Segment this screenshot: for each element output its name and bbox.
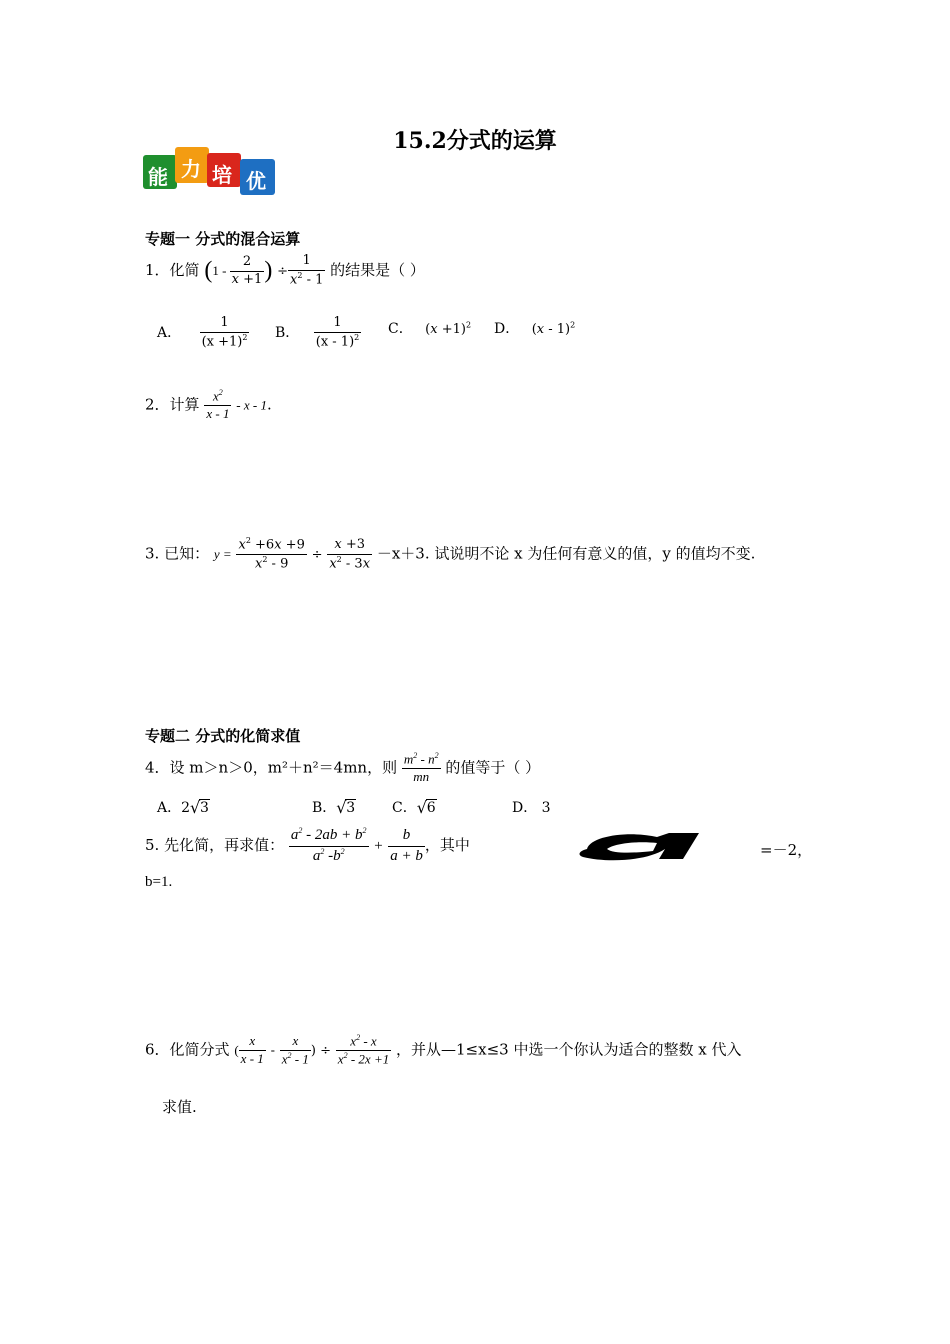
logo-char-1: 能 <box>148 165 168 189</box>
q1-option-c: C． $(x +1)^2$ <box>388 320 472 337</box>
q4-option-c: C．√ 6 <box>392 797 437 817</box>
q4-tail: 的值等于（ ） <box>445 758 541 777</box>
logo-char-2: 力 <box>181 157 201 181</box>
q5-number: 5. 先化简，再求值： <box>145 836 285 854</box>
q6-tail: ，并从—1≤x≤3 中选一个你认为适合的整数 x 代入 <box>396 1040 742 1059</box>
logo <box>143 147 277 197</box>
q1-option-d: D． (x - 1)$^2$ <box>494 320 576 337</box>
q3-number: 3. 已知： <box>145 544 210 563</box>
question-5: 5. 先化简，再求值： $\frac{a^2 - 2ab + b^2}{a^2 -b^2}$ + $\frac{b}{a + b}$ ，其中 <box>145 826 470 864</box>
logo-char-3: 培 <box>212 163 232 187</box>
question-1: 1．化简 (1 - $\frac{2}{x +1}$ ) ÷ $\frac{1}{x^2 - 1}$ 的结果是（ ） <box>145 253 425 288</box>
question-4: 4．设 m＞n＞0，m²＋n²＝4mn，则 $\frac{m^2 - n^2}{mn}$ 的值等于（ ） <box>145 751 541 785</box>
q5-b-value: b=1. <box>145 874 173 890</box>
q4-option-a: A．2√ 3 <box>157 797 210 817</box>
question-3: 3. 已知： y = $\frac{x^2 +6x +9}{x^2 - 9}$ ÷ $\frac{x +3}{x^2 - 3x}$ －x＋3. 试说明不论 x 为任何有意义的值，y 的值均不变. <box>145 536 756 572</box>
q1-tail: 的结果是（ ） <box>330 261 425 280</box>
q2-number: 2．计算 <box>145 395 200 414</box>
q3-tail: －x＋3. 试说明不论 x 为任何有意义的值，y 的值均不变. <box>376 544 756 563</box>
logo-char-4: 优 <box>246 169 266 193</box>
q1-option-a: A． $\frac{1}{(x +1)^2}$ <box>157 315 248 350</box>
q4-option-b: B．√ 3 <box>312 797 356 817</box>
question-6: 6．化简分式 ( $\frac{x}{x - 1}$ - $\frac{x}{x^2 - 1}$ ) ÷ $\frac{x^2 - x}{x^2 - 2x +1}$ ，并从—1≤x≤3 中选一个你认为适合的整数 x 代入 <box>145 1033 742 1067</box>
q1-number: 1．化简 <box>145 261 200 280</box>
variable-a-graphic <box>577 829 701 863</box>
q1-option-b: B． $\frac{1}{(x - 1)^2}$ <box>275 315 360 350</box>
page-title: 15.2分式的运算 <box>393 128 557 154</box>
q4-text: 4．设 m＞n＞0，m²＋n²＝4mn，则 <box>145 758 398 777</box>
q4-option-d: D． 3 <box>512 800 551 816</box>
q6-number: 6．化简分式 <box>145 1040 230 1059</box>
section-heading-2: 专题二 分式的化简求值 <box>145 727 301 745</box>
section-heading-1: 专题一 分式的混合运算 <box>145 230 301 248</box>
q5-a-value: =－2， <box>760 841 813 859</box>
q6-line2: 求值. <box>162 1098 197 1116</box>
question-2: 2．计算 $\frac{x^2}{x - 1}$ - x - 1. <box>145 388 272 422</box>
